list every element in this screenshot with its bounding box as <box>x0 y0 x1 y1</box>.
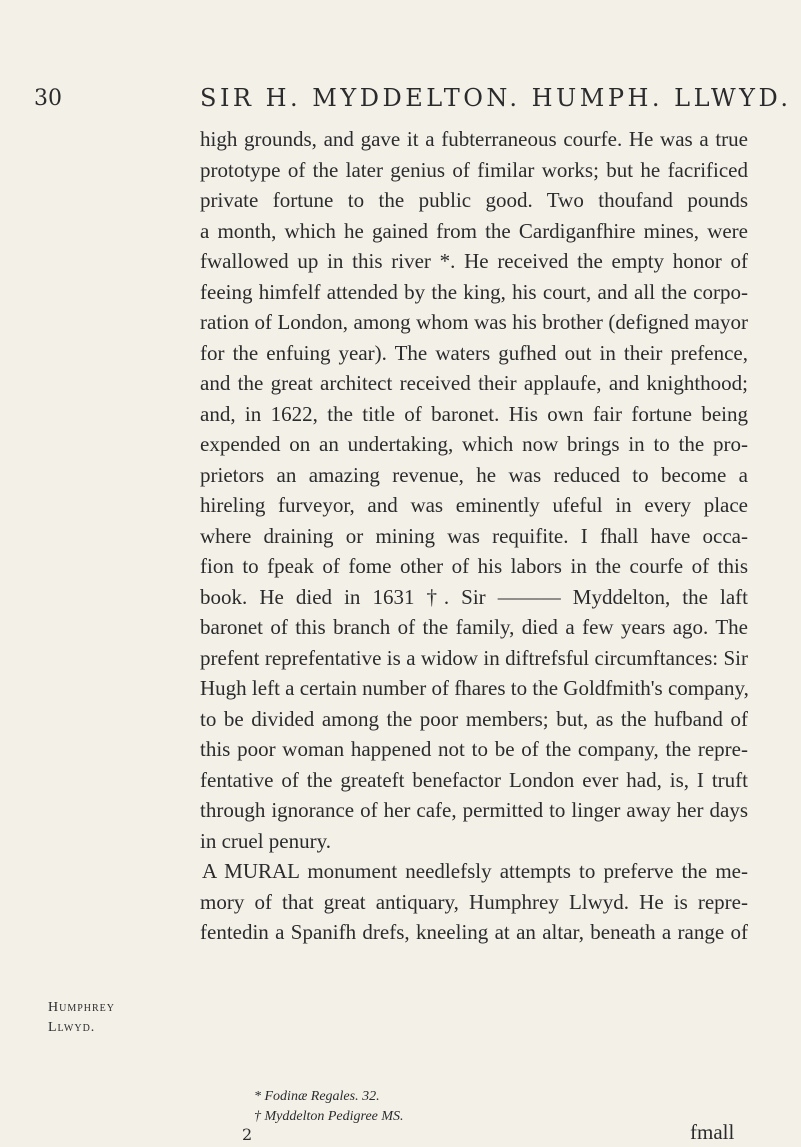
signature-mark: 2 <box>242 1125 253 1144</box>
text-line: Hugh left a certain number of fhares to the Goldfmith's company, <box>200 676 749 700</box>
footnote: † Myddelton Pedigree MS. <box>254 1109 404 1124</box>
running-head: SIR H. MYDDELTON. HUMPH. LLWYD. <box>200 84 792 112</box>
text-line: A MURAL monument needlefsly attempts to preferve the me- <box>202 859 748 883</box>
margin-note <box>48 998 115 1038</box>
text-line: private fortune to the public good. Two thoufand pounds <box>200 188 748 212</box>
text-line: fion to fpeak of fome other of his labors in the courfe of this <box>200 554 748 578</box>
text-line: in cruel penury. <box>200 828 332 853</box>
text-line: where draining or mining was requifite. I fhall have occa- <box>200 523 748 548</box>
text-line: fwallowed up in this river *. He received the empty honor of <box>200 249 748 273</box>
text-line: ration of London, among whom was his brother (defigned mayor <box>200 310 748 334</box>
margin-note-line: Llwyd. <box>48 1020 96 1035</box>
text-line: book. He died in 1631 †. Sir ——— Myddelton, the laft <box>200 584 748 609</box>
text-line: fentative of the greateft benefactor London ever had, is, I truft <box>200 767 748 792</box>
page-number: 30 <box>34 86 62 111</box>
text-line: prototype of the later genius of fimilar works; but he facrificed <box>200 157 748 182</box>
text-line: a month, which he gained from the Cardiganfhire mines, were <box>200 218 748 243</box>
margin-note-line: Humphrey <box>48 1000 116 1015</box>
text-line: hireling furveyor, and was eminently ufeful in every place <box>200 493 748 517</box>
text-line: through ignorance of her cafe, permitted to linger away her days <box>200 798 748 822</box>
text-line: prefent reprefentative is a widow in diftrefsful circumftances: Sir <box>200 645 748 670</box>
footnote: * Fodinæ Regales. 32. <box>254 1089 380 1104</box>
text-line: to be divided among the poor members; but, as the hufband of <box>200 706 748 731</box>
catchword: fmall <box>690 1120 735 1144</box>
text-line: prietors an amazing revenue, he was reduced to become a <box>200 462 748 487</box>
text-line: expended on an undertaking, which now brings in to the pro- <box>200 432 748 456</box>
footnotes <box>254 1087 404 1127</box>
text-line: for the enfuing year). The waters gufhed out in their prefence, <box>200 340 748 365</box>
text-line: fentedin a Spanifh drefs, kneeling at an altar, beneath a range of <box>200 920 748 944</box>
text-line: baronet of this branch of the family, died a few years ago. The <box>200 615 748 639</box>
text-line: high grounds, and gave it a fubterraneous courfe. He was a true <box>200 127 748 151</box>
text-line: and the great architect received their applaufe, and knighthood; <box>200 371 748 395</box>
text-line: this poor woman happened not to be of the company, the repre- <box>200 737 748 761</box>
text-line: mory of that great antiquary, Humphrey Llwyd. He is repre- <box>200 889 748 914</box>
body-text <box>200 124 748 948</box>
text-line: feeing himfelf attended by the king, his court, and all the corpo- <box>200 279 748 304</box>
text-line: and, in 1622, the title of baronet. His own fair fortune being <box>200 401 748 426</box>
